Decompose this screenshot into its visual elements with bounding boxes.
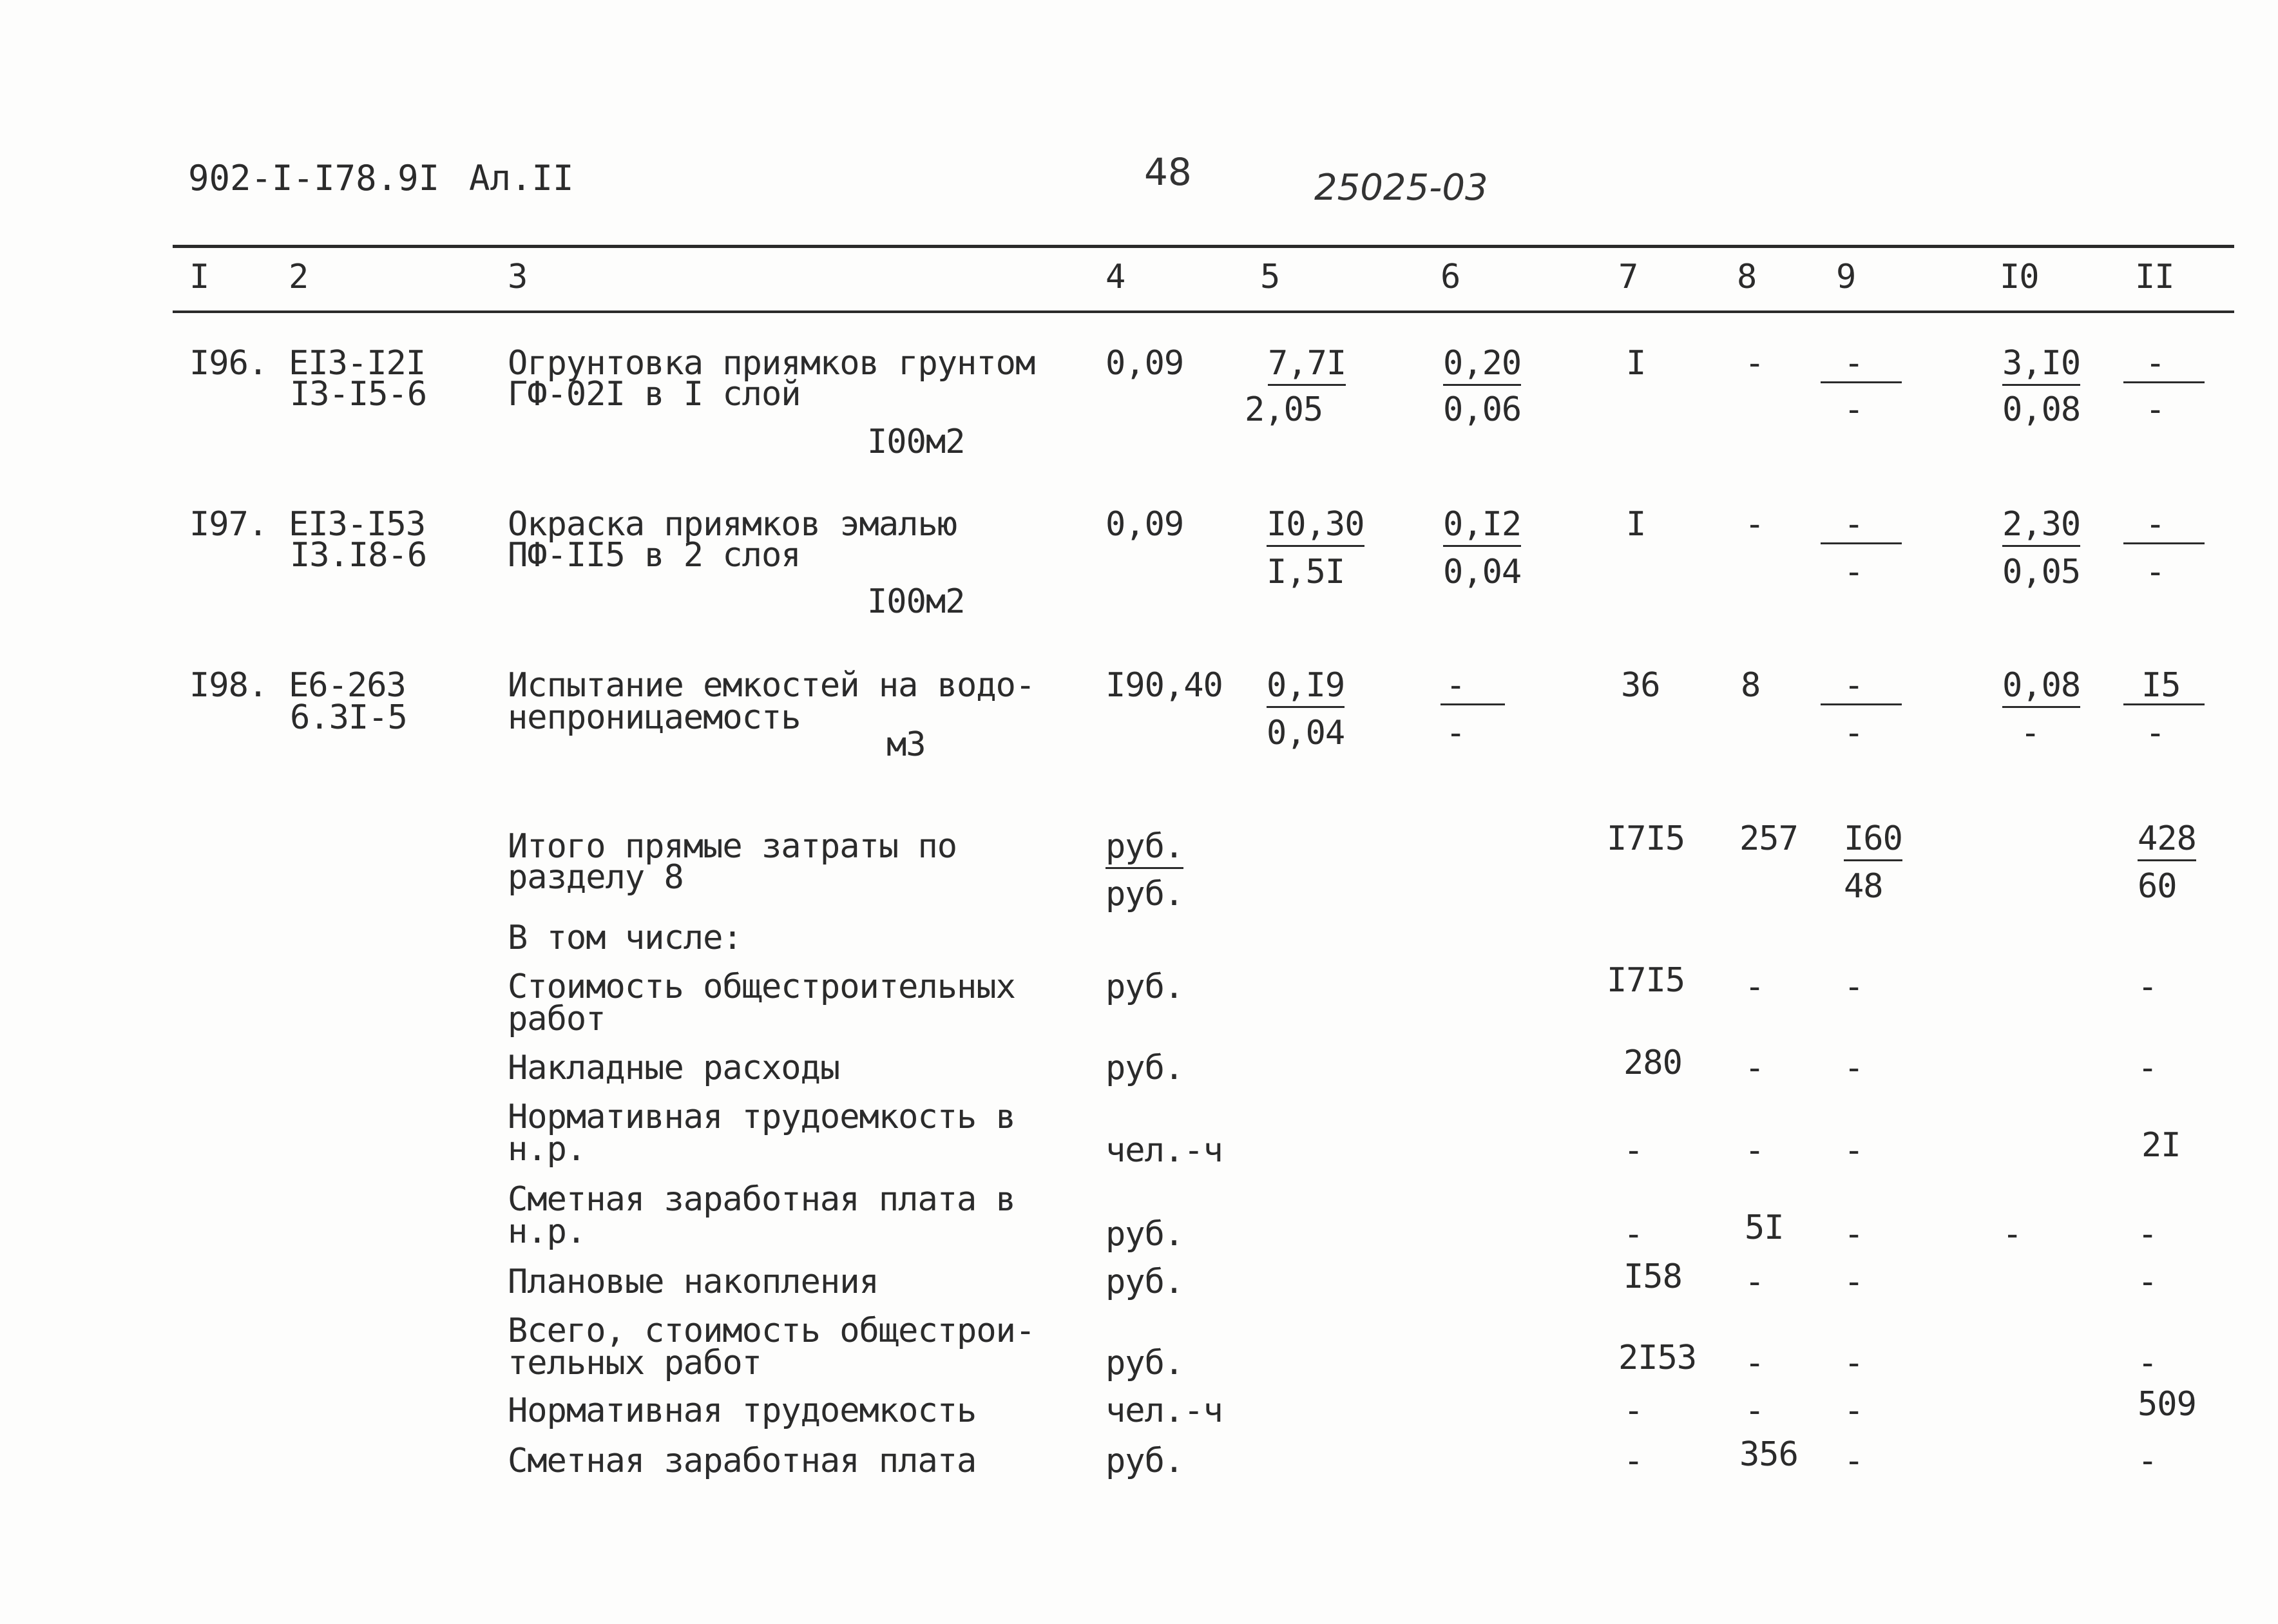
summary-row-labor: -: [2138, 1442, 2158, 1480]
summary-row-label-line1: Нормативная трудоемкость в: [508, 1098, 1015, 1136]
summary-row-machines: -: [1844, 1344, 1864, 1382]
summary-row-cost: 280: [1623, 1044, 1682, 1082]
summary-row-label-line1: Нормативная трудоемкость: [508, 1391, 977, 1430]
total-machines-wages: -: [1844, 390, 1864, 429]
total-cost: 36: [1621, 666, 1660, 705]
column-header-11: II: [2135, 258, 2174, 296]
total-machines: -: [1844, 344, 1864, 383]
fraction-rule: [1821, 542, 1902, 544]
summary-row-wages: 356: [1739, 1435, 1798, 1474]
summary-row-machines: -: [1844, 1131, 1864, 1170]
summary-row-labor: 2I: [2141, 1126, 2181, 1165]
total-wages: -: [1745, 344, 1765, 383]
summary-row-unit: руб.: [1106, 968, 1184, 1006]
including-label: В том числе:: [508, 919, 742, 957]
table-top-rule: [173, 245, 2234, 248]
summary-row-label-line1: Всего, стоимость общестрои-: [508, 1312, 1035, 1350]
unit-cost-machines-wages: 0,06: [1443, 390, 1522, 429]
column-header-5: 5: [1260, 258, 1280, 296]
unit-cost-machines: 0,I2: [1443, 508, 1521, 547]
fraction-rule: [1821, 703, 1902, 705]
column-header-4: 4: [1106, 258, 1125, 296]
summary-row-wages: -: [1745, 968, 1765, 1006]
fraction-rule: [1440, 703, 1505, 705]
summary-row-unit: руб.: [1106, 1049, 1184, 1087]
summary-row-cost: -: [1623, 1131, 1643, 1170]
summary-unit-line2: руб.: [1106, 875, 1184, 913]
unit-cost-machines-wages: 0,04: [1443, 553, 1522, 591]
quantity: I90,40: [1106, 666, 1223, 705]
unit-cost-total: I0,30: [1267, 508, 1364, 547]
labor-per-unit: 3,I0: [2002, 347, 2080, 386]
quantity: 0,09: [1106, 505, 1184, 544]
summary-row-labor: -: [2138, 1344, 2158, 1382]
labor-machinists-total: -: [2145, 390, 2165, 429]
summary-row-machines: -: [1844, 1049, 1864, 1087]
fraction-rule: [2123, 381, 2205, 383]
unit-cost-wages: 0,04: [1267, 714, 1345, 752]
summary-row-label-line1: Накладные расходы: [508, 1049, 840, 1087]
work-description-line2: ПФ-II5 в 2 слоя: [508, 536, 801, 575]
summary-row-cost: I7I5: [1607, 961, 1685, 1000]
summary-row-unit: чел.-ч: [1106, 1131, 1223, 1170]
summary-labor-total: 428: [2138, 822, 2196, 861]
price-code: I3-I5-6: [290, 375, 427, 414]
summary-row-wages: -: [1745, 1391, 1765, 1430]
summary-label-line2: разделу 8: [508, 858, 684, 897]
summary-row-wages: -: [1745, 1263, 1765, 1301]
unit-of-measure: I00м2: [867, 582, 965, 621]
summary-row-unit: руб.: [1106, 1442, 1184, 1480]
unit-cost-machines: 0,20: [1443, 347, 1521, 386]
unit-of-measure: I00м2: [867, 423, 965, 461]
summary-row-labor: -: [2138, 968, 2158, 1006]
album-label: Ал.II: [469, 158, 574, 198]
total-wages: -: [1745, 505, 1765, 544]
summary-row-label-line1: Плановые накопления: [508, 1263, 879, 1301]
labor-per-unit: 2,30: [2002, 508, 2080, 547]
summary-row-label-line2: н.р.: [508, 1212, 586, 1251]
summary-row-cost: -: [1623, 1442, 1643, 1480]
total-machines-wages: -: [1844, 714, 1864, 752]
page-number: 48: [1144, 150, 1192, 194]
total-cost: I: [1626, 505, 1646, 544]
column-header-8: 8: [1737, 258, 1757, 296]
table-header-rule: [173, 310, 2234, 313]
unit-cost-machines: -: [1446, 666, 1466, 705]
summary-row-unit: руб.: [1106, 1263, 1184, 1301]
summary-row-label-line1: Стоимость общестроительных: [508, 968, 1015, 1006]
summary-row-machines: -: [1844, 968, 1864, 1006]
column-header-1: I: [189, 258, 209, 296]
total-cost: I: [1626, 344, 1646, 383]
labor-machinists-per-unit: 0,05: [2002, 553, 2081, 591]
summary-row-label-line2: работ: [508, 1000, 606, 1038]
document-code: 902-I-I78.9I: [188, 158, 440, 198]
total-machines: -: [1844, 666, 1864, 705]
labor-total: I5: [2141, 666, 2181, 705]
unit-cost-wages: I,5I: [1267, 553, 1345, 591]
summary-row-machines: -: [1844, 1442, 1864, 1480]
work-description-line1: Испытание емкостей на водо-: [508, 666, 1035, 705]
summary-row-machines: -: [1844, 1215, 1864, 1254]
summary-row-unit: чел.-ч: [1106, 1391, 1223, 1430]
summary-row-labor: -: [2138, 1049, 2158, 1087]
summary-row-wages: -: [1745, 1049, 1765, 1087]
item-number: I96.: [189, 344, 268, 383]
unit-cost-total: 7,7I: [1268, 347, 1346, 386]
summary-row-wages: -: [1745, 1131, 1765, 1170]
total-machines-wages: -: [1844, 553, 1864, 591]
work-description-line1: Окраска приямков эмалью: [508, 505, 957, 544]
summary-row-machines: -: [1844, 1391, 1864, 1430]
labor-total: -: [2145, 344, 2165, 383]
labor-machinists-total: -: [2145, 714, 2165, 752]
column-header-10: I0: [2000, 258, 2039, 296]
summary-row-labor: -: [2138, 1263, 2158, 1301]
summary-row-cost: -: [1623, 1215, 1643, 1254]
summary-labor-machinists: 60: [2138, 867, 2177, 906]
price-code: I3.I8-6: [290, 536, 427, 575]
column-header-9: 9: [1836, 258, 1856, 296]
summary-row-labor: -: [2138, 1215, 2158, 1254]
document-number: 25025-03: [1314, 167, 1488, 209]
norm-code: EI3-I53: [289, 505, 426, 544]
labor-total: -: [2145, 505, 2165, 544]
summary-unit-line1: руб.: [1106, 830, 1183, 869]
unit-cost-wages: 2,05: [1245, 390, 1323, 429]
fraction-rule: [2123, 542, 2205, 544]
summary-row-wages: -: [1745, 1344, 1765, 1382]
column-header-7: 7: [1618, 258, 1638, 296]
unit-cost-machines-wages: -: [1446, 714, 1466, 752]
price-code: 6.3I-5: [290, 698, 407, 737]
quantity: 0,09: [1106, 344, 1184, 383]
item-number: I98.: [189, 666, 268, 705]
summary-row-labor: 509: [2138, 1385, 2196, 1424]
summary-row-label-line2: н.р.: [508, 1130, 586, 1169]
fraction-rule: [1821, 381, 1902, 383]
summary-row-wages: 5I: [1745, 1208, 1784, 1247]
column-header-2: 2: [289, 258, 309, 296]
norm-code: EI3-I2I: [289, 344, 426, 383]
summary-row-label-line1: Сметная заработная плата в: [508, 1180, 1015, 1219]
work-description-line1: Огрунтовка приямков грунтом: [508, 344, 1035, 383]
summary-row-label-line2: тельных работ: [508, 1344, 761, 1382]
summary-row-unit: руб.: [1106, 1215, 1184, 1254]
summary-row-cost: 2I53: [1618, 1339, 1697, 1377]
summary-row-unit: руб.: [1106, 1344, 1184, 1382]
fraction-rule: [2123, 703, 2205, 705]
summary-row-machines: -: [1844, 1263, 1864, 1301]
summary-row-label-line1: Сметная заработная плата: [508, 1442, 977, 1480]
total-machines: -: [1844, 505, 1864, 544]
labor-per-unit: 0,08: [2002, 669, 2080, 708]
labor-machinists-per-unit: -: [2020, 714, 2040, 752]
summary-row-labor-per-unit: -: [2002, 1215, 2022, 1254]
summary-total-machines-wages: 48: [1844, 867, 1883, 906]
norm-code: E6-263: [289, 666, 406, 705]
summary-total-cost: I7I5: [1607, 819, 1685, 858]
summary-total-machines: I60: [1844, 822, 1902, 861]
summary-total-wages: 257: [1739, 819, 1798, 858]
unit-of-measure: м3: [886, 725, 926, 764]
column-header-3: 3: [508, 258, 528, 296]
total-wages: 8: [1741, 666, 1761, 705]
summary-row-cost: -: [1623, 1391, 1643, 1430]
summary-label-line1: Итого прямые затраты по: [508, 827, 957, 866]
labor-machinists-per-unit: 0,08: [2002, 390, 2081, 429]
labor-machinists-total: -: [2145, 553, 2165, 591]
column-header-6: 6: [1440, 258, 1460, 296]
summary-row-cost: I58: [1623, 1257, 1682, 1296]
work-description-line2: непроницаемость: [508, 698, 801, 737]
unit-cost-total: 0,I9: [1267, 669, 1345, 708]
work-description-line2: ГФ-02I в I слой: [508, 375, 801, 414]
item-number: I97.: [189, 505, 268, 544]
